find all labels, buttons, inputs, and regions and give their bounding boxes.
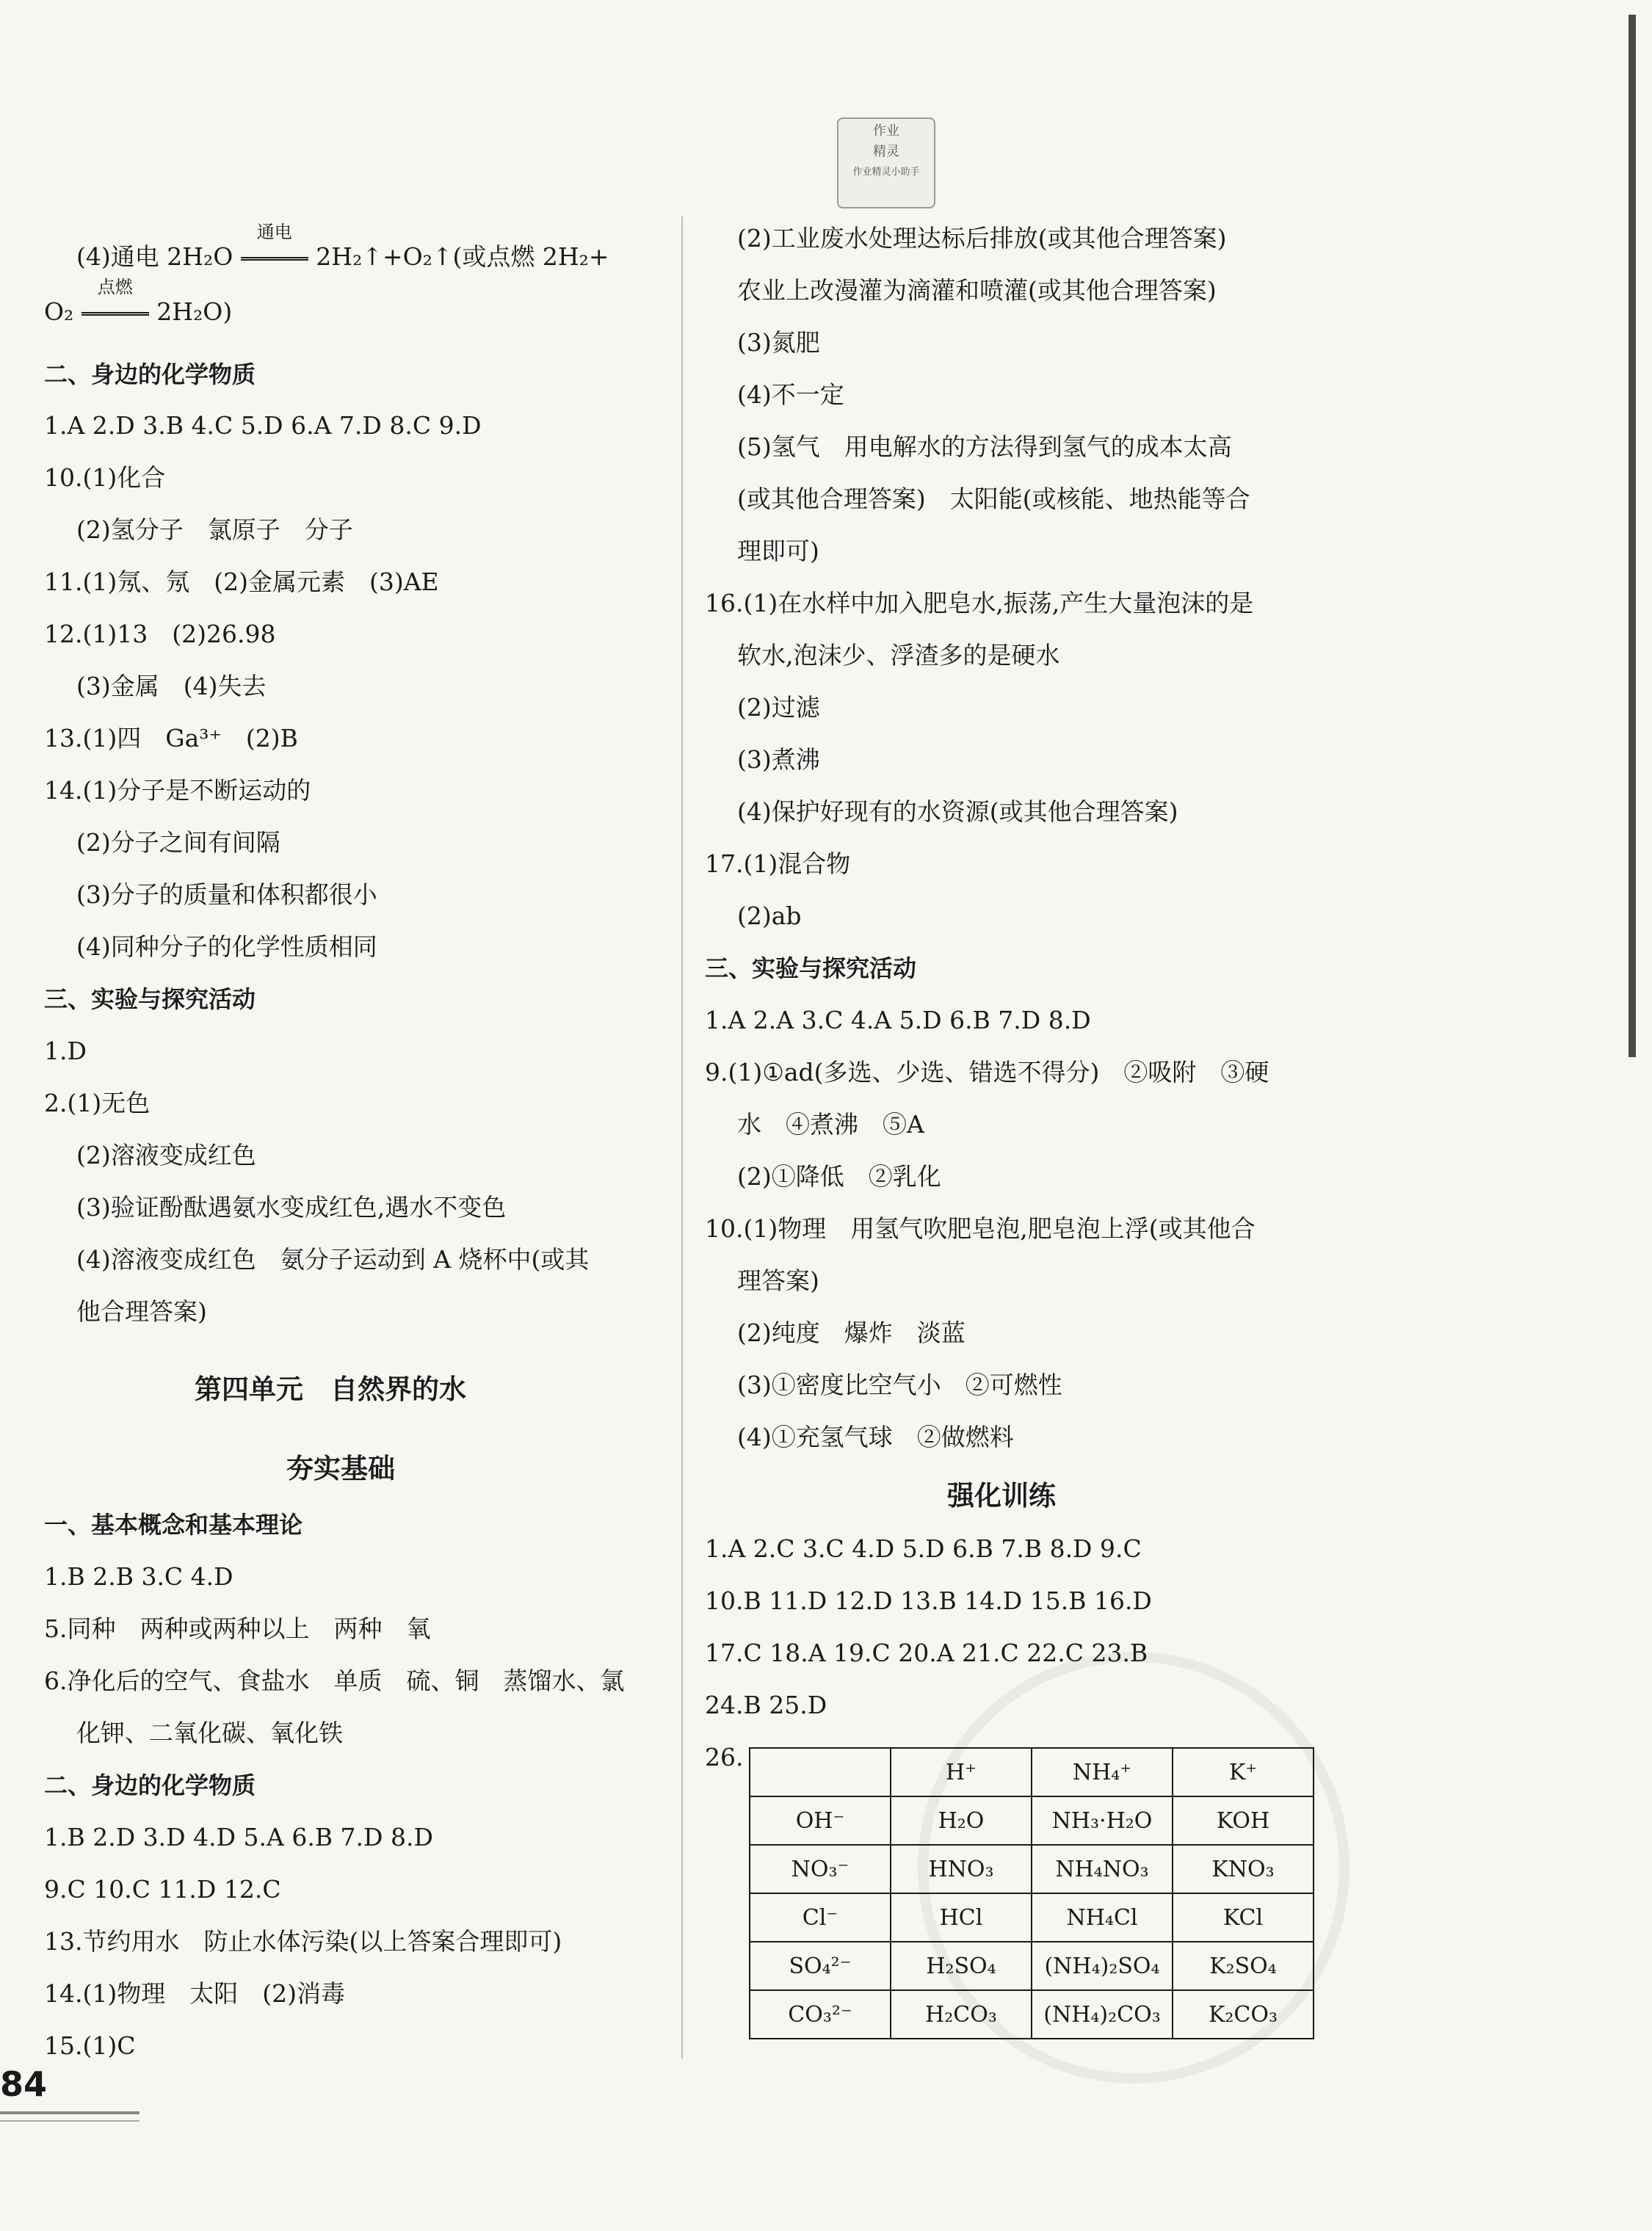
condition-label: 通电 (256, 222, 292, 242)
footer-rule (0, 2111, 140, 2114)
answer-line: 15.(1)C (44, 2031, 136, 2060)
answer-line: 软水,泡沫少、浮渣多的是硬水 (737, 641, 1060, 670)
unit-title: 第四单元 自然界的水 (195, 1374, 466, 1405)
table-cell: KOH (1173, 1796, 1314, 1845)
answer-line: 理即可) (737, 537, 819, 565)
answer-line: (4)①充氢气球 ②做燃料 (737, 1423, 1014, 1451)
table-cell: (NH₄)₂SO₄ (1032, 1942, 1173, 1990)
answer-line: (或其他合理答案) 太阳能(或核能、地热能等合 (737, 485, 1250, 513)
section-heading: 三、实验与探究活动 (44, 985, 256, 1013)
answer-line: 12.(1)13 (2)26.98 (44, 620, 276, 648)
table-cell: HNO₃ (891, 1845, 1032, 1893)
table-row (750, 1796, 1314, 1845)
equation-left: (4)通电 2H₂O (76, 242, 233, 271)
column-divider (681, 217, 683, 2059)
section-heading: 二、身边的化学物质 (44, 1771, 256, 1799)
answer-line: 17.C 18.A 19.C 20.A 21.C 22.C 23.B (705, 1639, 1148, 1667)
table-cell: H₂O (891, 1796, 1032, 1845)
answer-line: (2)氢分子 氯原子 分子 (76, 515, 353, 544)
stamp-text-1: 作业 (873, 123, 899, 139)
answer-line: (3)验证酚酞遇氨水变成红色,遇水不变色 (76, 1193, 507, 1222)
answer-line: (2)溶液变成红色 (76, 1141, 256, 1169)
answer-line: 24.B 25.D (705, 1691, 827, 1719)
answer-line: 16.(1)在水样中加入肥皂水,振荡,产生大量泡沫的是 (705, 589, 1254, 617)
answer-line: (3)氮肥 (737, 328, 820, 357)
condition-arrow-electrolysis (241, 222, 308, 272)
watermark-stamp (837, 117, 935, 208)
equation-right-2: 2H₂O) (156, 297, 233, 326)
answer-line: (2)ab (737, 902, 802, 930)
answer-line: (2)工业废水处理达标后排放(或其他合理答案) (737, 224, 1227, 253)
answer-line: 1.B 2.B 3.C 4.D (44, 1562, 233, 1591)
equation-right: 2H₂↑+O₂↑(或点燃 2H₂+ (316, 242, 609, 271)
answer-line: 1.A 2.A 3.C 4.A 5.D 6.B 7.D 8.D (705, 1006, 1091, 1034)
answer-line: (4)溶液变成红色 氨分子运动到 A 烧杯中(或其 (76, 1245, 590, 1274)
answer-line: 10.B 11.D 12.D 13.B 14.D 15.B 16.D (705, 1586, 1152, 1615)
table-cell: HCl (891, 1893, 1032, 1942)
table-row (750, 1942, 1314, 1990)
answer-line: (3)金属 (4)失去 (76, 672, 267, 700)
table-cell: NH₄Cl (1032, 1893, 1173, 1942)
equation-line-1 (44, 222, 609, 272)
answer-line: 5.同种 两种或两种以上 两种 氧 (44, 1614, 431, 1643)
table-cell: NH₄⁺ (1032, 1748, 1173, 1796)
answer-line: 理答案) (737, 1266, 819, 1295)
table-cell: NO₃⁻ (750, 1845, 891, 1893)
answer-line: 9.C 10.C 11.D 12.C (44, 1875, 281, 1904)
answer-line: 17.(1)混合物 (705, 849, 851, 878)
stamp-text-3: 作业精灵小助手 (852, 167, 920, 178)
answer-line: 2.(1)无色 (44, 1089, 151, 1117)
table-cell: SO₄²⁻ (750, 1942, 891, 1990)
equation-line-2 (44, 277, 233, 327)
answer-line: (4)同种分子的化学性质相同 (76, 932, 377, 961)
answer-line: 10.(1)化合 (44, 463, 166, 492)
answer-line: 26. (705, 1743, 744, 1771)
answer-line: 13.节约用水 防止水体污染(以上答案合理即可) (44, 1927, 562, 1956)
answer-line: (2)①降低 ②乳化 (737, 1162, 941, 1191)
table-row (750, 1990, 1314, 2039)
table-cell: K₂CO₃ (1173, 1990, 1314, 2039)
table-cell: Cl⁻ (750, 1893, 891, 1942)
table-cell: NH₄NO₃ (1032, 1845, 1173, 1893)
answer-line: 11.(1)氖、氖 (2)金属元素 (3)AE (44, 567, 439, 596)
condition-arrow-ignite (81, 277, 149, 327)
answer-line: 1.A 2.D 3.B 4.C 5.D 6.A 7.D 8.C 9.D (44, 411, 482, 440)
table-cell: H₂CO₃ (891, 1990, 1032, 2039)
answer-line: (2)过滤 (737, 693, 820, 722)
answer-line: (5)氢气 用电解水的方法得到氢气的成本太高 (737, 432, 1232, 461)
table-cell: H₂SO₄ (891, 1942, 1032, 1990)
section-heading: 二、身边的化学物质 (44, 360, 256, 388)
section-heading: 一、基本概念和基本理论 (44, 1511, 303, 1539)
answer-line: 14.(1)物理 太阳 (2)消毒 (44, 1979, 345, 2008)
table-cell: OH⁻ (750, 1796, 891, 1845)
answer-line: 14.(1)分子是不断运动的 (44, 776, 311, 805)
table-header-row (750, 1748, 1314, 1796)
answer-line: (3)①密度比空气小 ②可燃性 (737, 1371, 1062, 1399)
answer-line: 6.净化后的空气、食盐水 单质 硫、铜 蒸馏水、氯 (44, 1666, 625, 1695)
table-cell: K₂SO₄ (1173, 1942, 1314, 1990)
table-cell: KCl (1173, 1893, 1314, 1942)
answer-line: (3)分子的质量和体积都很小 (76, 880, 377, 909)
table-cell: K⁺ (1173, 1748, 1314, 1796)
answer-line: 他合理答案) (76, 1297, 207, 1326)
answer-line: (4)不一定 (737, 380, 844, 409)
answer-line: (4)保护好现有的水资源(或其他合理答案) (737, 797, 1178, 826)
answer-line: 9.(1)①ad(多选、少选、错选不得分) ②吸附 ③硬 (705, 1058, 1269, 1087)
answer-line: 1.D (44, 1037, 87, 1065)
subsection-title: 强化训练 (947, 1480, 1056, 1512)
page-number: 84 (0, 2064, 48, 2104)
table-row (750, 1893, 1314, 1942)
answer-line: (2)纯度 爆炸 淡蓝 (737, 1318, 966, 1347)
stamp-text-2: 精灵 (873, 144, 899, 159)
condition-label-2: 点燃 (97, 277, 133, 297)
table-cell: NH₃·H₂O (1032, 1796, 1173, 1845)
table-cell: (NH₄)₂CO₃ (1032, 1990, 1173, 2039)
answer-line: 水 ④煮沸 ⑤A (737, 1110, 924, 1139)
answer-line: (2)分子之间有间隔 (76, 828, 280, 857)
answer-line: 农业上改漫灌为滴灌和喷灌(或其他合理答案) (737, 276, 1217, 305)
answer-line: 化钾、二氧化碳、氧化铁 (76, 1719, 343, 1747)
answer-line: 10.(1)物理 用氢气吹肥皂泡,肥皂泡上浮(或其他合 (705, 1214, 1256, 1243)
section-heading: 三、实验与探究活动 (705, 954, 917, 982)
ion-compound-table (749, 1747, 1314, 2039)
answer-line: 1.A 2.C 3.C 4.D 5.D 6.B 7.B 8.D 9.C (705, 1534, 1142, 1563)
answer-line: (3)煮沸 (737, 745, 820, 774)
answer-line: 13.(1)四 Ga³⁺ (2)B (44, 724, 298, 752)
footer-rule-thin (0, 2120, 140, 2122)
table-cell: KNO₃ (1173, 1845, 1314, 1893)
table-cell: CO₃²⁻ (750, 1990, 891, 2039)
scan-edge-shadow (1629, 15, 1636, 1057)
table-row (750, 1845, 1314, 1893)
equation-left-2: O₂ (44, 297, 74, 326)
subsection-title: 夯实基础 (286, 1453, 395, 1484)
table-cell (750, 1748, 891, 1796)
table-cell: H⁺ (891, 1748, 1032, 1796)
answer-line: 1.B 2.D 3.D 4.D 5.A 6.B 7.D 8.D (44, 1823, 433, 1851)
